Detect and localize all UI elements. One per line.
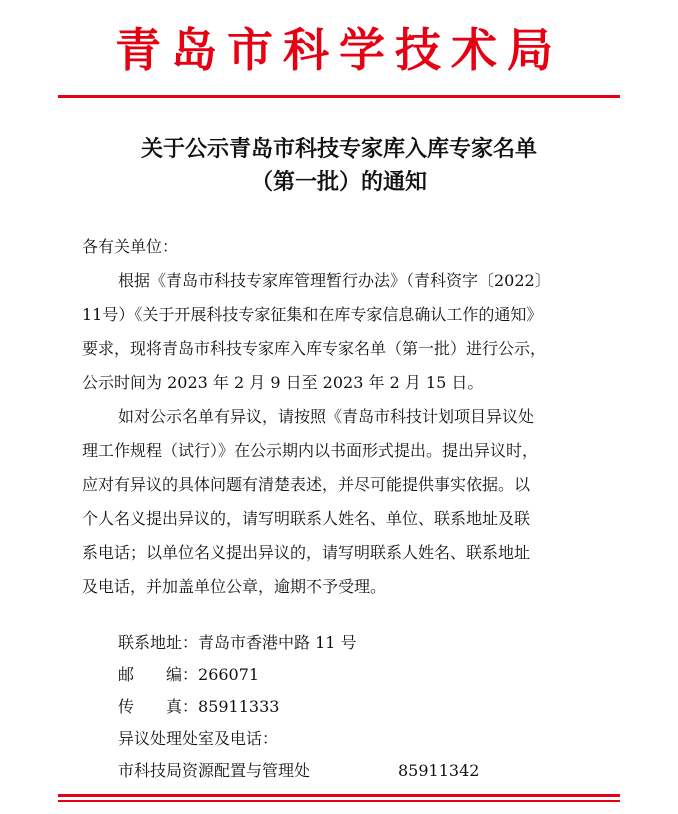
contact-address-value: 青岛市香港中路 11 号 bbox=[198, 633, 357, 652]
paragraph-2-line-3: 应对有异议的具体问题有清楚表述，并尽可能提供事实依据。以 bbox=[82, 475, 531, 494]
notice-title-line-2: （第一批）的通知 bbox=[250, 170, 427, 195]
contact-address-label: 联系地址： bbox=[118, 633, 199, 652]
paragraph-1-line-3: 要求，现将青岛市科技专家库入库专家名单（第一批）进行公示， bbox=[82, 339, 547, 358]
notice-title-line-1: 关于公示青岛市科技专家库入库专家名单 bbox=[140, 137, 537, 162]
objection-office-phone: 85911342 bbox=[398, 761, 480, 780]
objection-office-name: 市科技局资源配置与管理处 bbox=[118, 761, 311, 780]
paragraph-1-line-1: 根据《青岛市科技专家库管理暂行办法》（青科资字〔2022〕 bbox=[118, 271, 551, 290]
paragraph-2-line-1: 如对公示名单有异议，请按照《青岛市科技计划项目异议处 bbox=[118, 407, 535, 426]
paragraph-1-line-2: 11号）《关于开展科技专家征集和在库专家信息确认工作的通知》 bbox=[82, 305, 543, 324]
footer-red-rule-thick bbox=[58, 794, 620, 797]
contact-fax-label: 传 真： bbox=[118, 697, 199, 716]
paragraph-1-line-4: 公示时间为 2023 年 2 月 9 日至 2023 年 2 月 15 日。 bbox=[82, 373, 484, 392]
header-red-rule bbox=[58, 95, 620, 98]
contact-fax-value: 85911333 bbox=[198, 697, 280, 716]
contact-fax bbox=[118, 696, 279, 718]
paragraph-2-line-4: 个人名义提出异议的，请写明联系人姓名、单位、联系地址及联 bbox=[82, 509, 531, 528]
contact-address bbox=[118, 632, 357, 654]
salutation: 各有关单位： bbox=[82, 237, 179, 256]
paragraph-2-line-2: 理工作规程（试行）》在公示期内以书面形式提出。提出异议时， bbox=[82, 441, 539, 460]
contact-postcode-label: 邮 编： bbox=[118, 665, 199, 684]
contact-postcode-value: 266071 bbox=[198, 665, 260, 684]
paragraph-2-line-6: 及电话，并加盖单位公章，逾期不予受理。 bbox=[82, 577, 387, 596]
paragraph-2-line-5: 系电话；以单位名义提出异议的，请写明联系人姓名、联系地址 bbox=[82, 543, 531, 562]
issuing-organization-header: 青岛市科学技术局 bbox=[115, 23, 563, 77]
objection-office-label: 异议处理处室及电话： bbox=[118, 729, 279, 748]
contact-postcode bbox=[118, 664, 259, 686]
footer-red-rule-thin bbox=[58, 800, 620, 802]
